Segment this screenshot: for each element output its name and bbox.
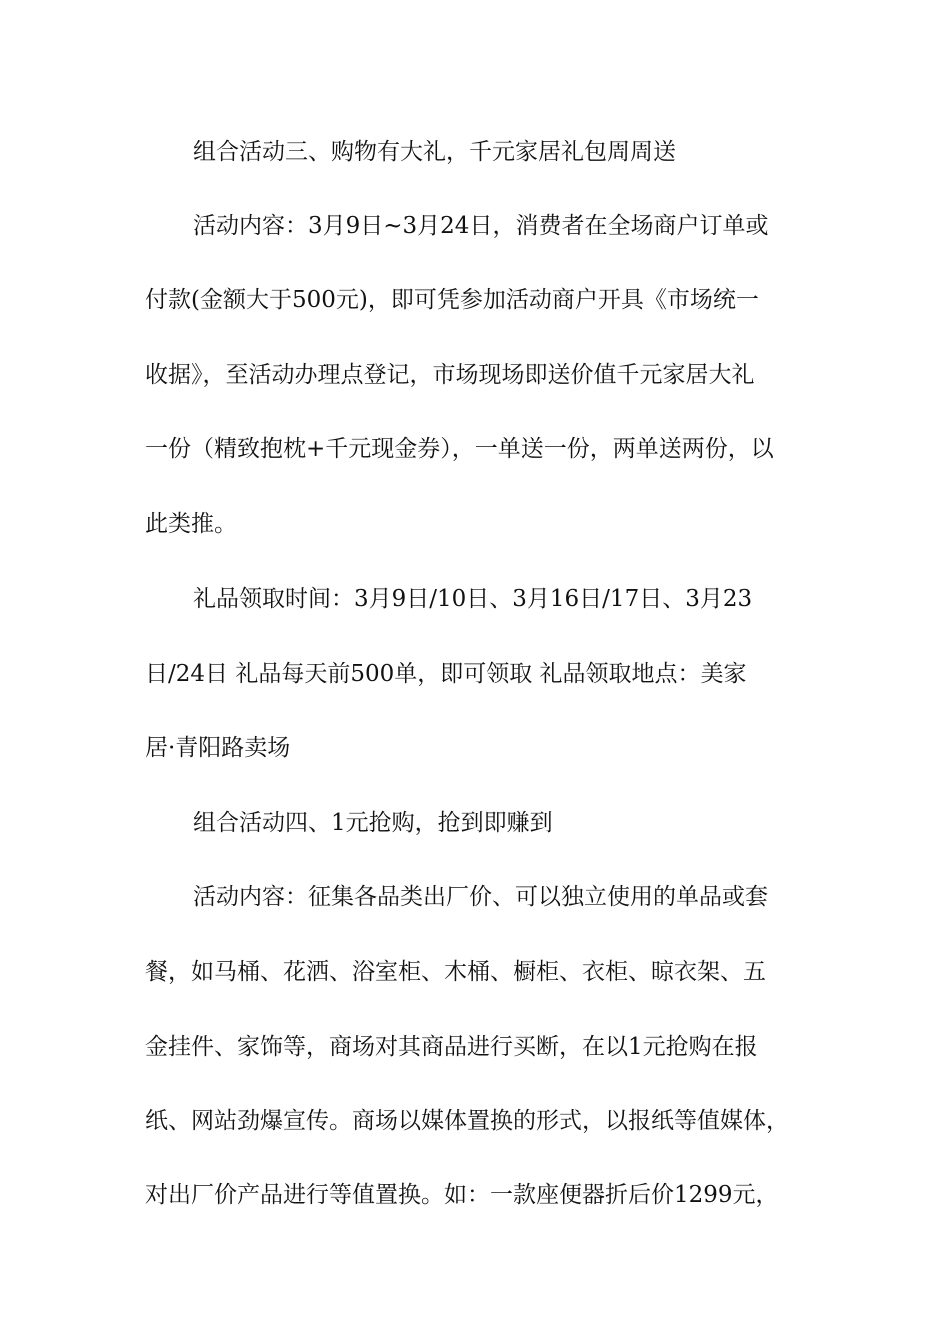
paragraph-line: 餐，如马桶、花洒、浴室柜、木桶、橱柜、衣柜、晾衣架、五 (145, 959, 766, 985)
paragraph-line: 日/24日 礼品每天前500单，即可领取 礼品领取地点：美家 (145, 661, 747, 687)
paragraph-line: 收据》，至活动办理点登记，市场现场即送价值千元家居大礼 (145, 362, 755, 388)
paragraph-line: 活动内容：征集各品类出厂价、可以独立使用的单品或套 (193, 884, 768, 910)
paragraph-line: 付款(金额大于500元)，即可凭参加活动商户开具《市场统一 (145, 287, 759, 313)
paragraph-line: 对出厂价产品进行等值置换。如：一款座便器折后价1299元， (145, 1182, 779, 1208)
paragraph-line: 纸、网站劲爆宣传。商场以媒体置换的形式，以报纸等值媒体， (145, 1108, 789, 1134)
paragraph-line: 居·青阳路卖场 (145, 735, 291, 761)
paragraph-line: 一份（精致抱枕+千元现金券），一单送一份，两单送两份，以 (145, 436, 774, 462)
paragraph-line: 活动内容：3月9日~3月24日，消费者在全场商户订单或 (193, 213, 769, 239)
paragraph-line: 金挂件、家饰等，商场对其商品进行买断，在以1元抢购在报 (145, 1034, 758, 1060)
paragraph-line: 礼品领取时间：3月9日/10日、3月16日/17日、3月23 (193, 586, 753, 612)
heading-activity-four: 组合活动四、1元抢购，抢到即赚到 (193, 810, 553, 836)
paragraph-line: 此类推。 (145, 511, 237, 537)
heading-activity-three: 组合活动三、购物有大礼，千元家居礼包周周送 (193, 139, 676, 165)
